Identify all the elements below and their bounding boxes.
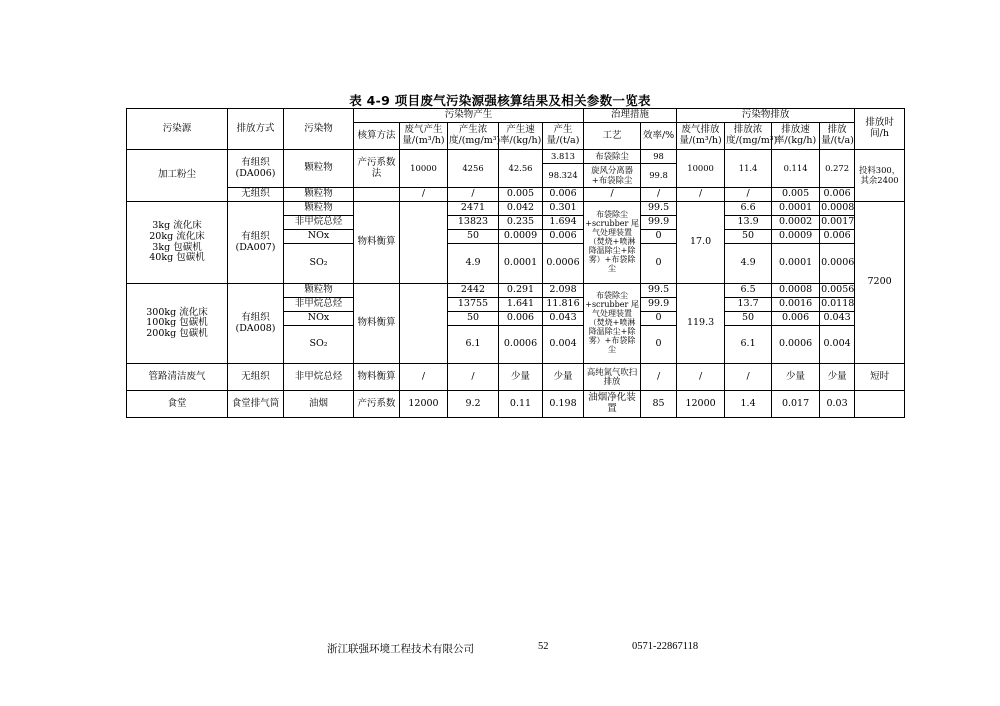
amount-cell: 2.098: [543, 284, 584, 298]
process-cell: 油烟净化装置: [584, 391, 641, 418]
gas-out-cell: /: [677, 188, 725, 202]
source-cell: 食堂: [127, 391, 228, 418]
source-cell: 3kg 流化床 20kg 流化床 3kg 包碳机 40kg 包碳机: [127, 202, 228, 284]
rate-cell: 42.56: [499, 150, 543, 188]
pollutant-cell: 颗粒物: [284, 284, 354, 298]
gas-gen-cell: [400, 202, 448, 284]
out-conc-cell: 6.6: [725, 202, 772, 216]
footer-company: 浙江联强环境工程技术有限公司: [327, 644, 474, 655]
eff-cell: 99.5: [641, 284, 677, 298]
source-cell: 加工粉尘: [127, 150, 228, 202]
method-cell: 产污系数法: [354, 150, 400, 188]
out-amount-cell: 少量: [820, 364, 855, 391]
conc-cell: 13755: [448, 298, 499, 312]
method-cell: 物料衡算: [354, 364, 400, 391]
out-rate-cell: 0.017: [772, 391, 820, 418]
eff-cell: 0: [641, 312, 677, 326]
mode-cell: 有组织(DA007): [228, 202, 284, 284]
out-amount-cell: 0.006: [820, 230, 855, 244]
eff-cell: 99.5: [641, 202, 677, 216]
rate-cell: 0.042: [499, 202, 543, 216]
out-rate-cell: 0.0016: [772, 298, 820, 312]
amount-cell: 1.694: [543, 216, 584, 230]
hours-cell: [855, 391, 905, 418]
out-conc-cell: /: [725, 188, 772, 202]
header-out-amount: 排放量/(t/a): [820, 123, 855, 150]
header-row-1: [127, 109, 905, 123]
mode-cell: 无组织: [228, 188, 284, 202]
footer-phone: 0571-22867118: [632, 641, 699, 652]
header-gen-conc: 产生浓度/(mg/m³): [448, 123, 499, 150]
footer-page-number: 52: [538, 641, 549, 652]
process-cell: 布袋除尘+scrubber 尾气处理装置（焚烧+喷淋降温除尘+除雾）+布袋除尘: [584, 284, 641, 364]
eff-cell: 0: [641, 230, 677, 244]
source-cell: 300kg 流化床 100kg 包碳机 200kg 包碳机: [127, 284, 228, 364]
out-conc-cell: 4.9: [725, 244, 772, 284]
eff-cell: 0: [641, 244, 677, 284]
eff-cell: 99.9: [641, 298, 677, 312]
out-rate-cell: 0.0009: [772, 230, 820, 244]
process-cell: 布袋除尘+scrubber 尾气处理装置（焚烧+喷淋降温除尘+除雾）+布袋除尘: [584, 202, 641, 284]
pollutant-cell: 非甲烷总烃: [284, 364, 354, 391]
hours-cell: 短时: [855, 364, 905, 391]
header-efficiency: 效率/%: [641, 123, 677, 150]
rate-cell: 0.006: [499, 312, 543, 326]
process-cell: 布袋除尘: [584, 150, 641, 164]
out-conc-cell: /: [725, 364, 772, 391]
conc-cell: 2442: [448, 284, 499, 298]
conc-cell: 4.9: [448, 244, 499, 284]
process-cell: 旋风分离器+布袋除尘: [584, 164, 641, 188]
emission-table: [126, 108, 905, 418]
out-amount-cell: 0.03: [820, 391, 855, 418]
amount-cell: 0.004: [543, 326, 584, 364]
table-title: 表 4-9 项目废气污染源强核算结果及相关参数一览表: [349, 93, 651, 108]
conc-cell: 9.2: [448, 391, 499, 418]
table-row: [127, 150, 905, 164]
mode-cell: 有组织(DA006): [228, 150, 284, 188]
mode-cell: 无组织: [228, 364, 284, 391]
out-conc-cell: 50: [725, 312, 772, 326]
pollutant-cell: NOx: [284, 230, 354, 244]
pollutant-cell: 颗粒物: [284, 188, 354, 202]
gas-gen-cell: /: [400, 364, 448, 391]
out-conc-cell: 6.5: [725, 284, 772, 298]
pollutant-cell: NOx: [284, 312, 354, 326]
header-treatment-group: 治理措施: [584, 109, 677, 123]
gas-out-cell: /: [677, 364, 725, 391]
out-conc-cell: 13.7: [725, 298, 772, 312]
hours-cell: 投料300，其余2400: [855, 150, 905, 202]
eff-cell: 98: [641, 150, 677, 164]
header-gas-out: 废气排放量/(m³/h): [677, 123, 725, 150]
out-amount-cell: 0.043: [820, 312, 855, 326]
header-emission-mode: 排放方式: [228, 109, 284, 150]
conc-cell: 13823: [448, 216, 499, 230]
source-cell: 管路清洁废气: [127, 364, 228, 391]
header-gen-rate: 产生速率/(kg/h): [499, 123, 543, 150]
header-hours: 排放时间/h: [855, 109, 905, 150]
out-rate-cell: 少量: [772, 364, 820, 391]
gas-gen-cell: 10000: [400, 150, 448, 188]
out-conc-cell: 1.4: [725, 391, 772, 418]
out-rate-cell: 0.005: [772, 188, 820, 202]
conc-cell: 50: [448, 230, 499, 244]
out-rate-cell: 0.0001: [772, 244, 820, 284]
conc-cell: /: [448, 364, 499, 391]
pollutant-cell: 油烟: [284, 391, 354, 418]
header-process: 工艺: [584, 123, 641, 150]
pollutant-cell: SO₂: [284, 244, 354, 284]
out-conc-cell: 11.4: [725, 150, 772, 188]
gas-out-cell: 12000: [677, 391, 725, 418]
pollutant-cell: 非甲烷总烃: [284, 216, 354, 230]
conc-cell: /: [448, 188, 499, 202]
header-gas-gen: 废气产生量/(m³/h): [400, 123, 448, 150]
header-gen-amount: 产生量/(t/a): [543, 123, 584, 150]
amount-cell: 0.006: [543, 188, 584, 202]
eff-cell: 99.8: [641, 164, 677, 188]
out-amount-cell: 0.0017: [820, 216, 855, 230]
table-row: [127, 364, 905, 391]
amount-cell: 0.0006: [543, 244, 584, 284]
out-amount-cell: 0.006: [820, 188, 855, 202]
header-pollutant: 污染物: [284, 109, 354, 150]
conc-cell: 50: [448, 312, 499, 326]
gas-gen-cell: 12000: [400, 391, 448, 418]
amount-cell: 11.816: [543, 298, 584, 312]
out-rate-cell: 0.0002: [772, 216, 820, 230]
pollutant-cell: 颗粒物: [284, 150, 354, 188]
header-calc-method: 核算方法: [354, 123, 400, 150]
table-row: [127, 284, 905, 298]
out-rate-cell: 0.0006: [772, 326, 820, 364]
process-cell: /: [584, 188, 641, 202]
rate-cell: 0.291: [499, 284, 543, 298]
method-cell: [354, 188, 400, 202]
out-amount-cell: 0.0008: [820, 202, 855, 216]
out-rate-cell: 0.0001: [772, 202, 820, 216]
hours-cell: 7200: [855, 202, 905, 364]
rate-cell: 0.0009: [499, 230, 543, 244]
method-cell: 物料衡算: [354, 284, 400, 364]
rate-cell: 0.11: [499, 391, 543, 418]
eff-cell: 0: [641, 326, 677, 364]
pollutant-cell: 非甲烷总烃: [284, 298, 354, 312]
header-out-conc: 排放浓度/(mg/m³): [725, 123, 772, 150]
out-rate-cell: 0.114: [772, 150, 820, 188]
table-row: [127, 202, 905, 216]
rate-cell: 1.641: [499, 298, 543, 312]
amount-cell: 0.301: [543, 202, 584, 216]
method-cell: 物料衡算: [354, 202, 400, 284]
conc-cell: 4256: [448, 150, 499, 188]
header-out-rate: 排放速率/(kg/h): [772, 123, 820, 150]
gas-gen-cell: [400, 284, 448, 364]
conc-cell: 2471: [448, 202, 499, 216]
amount-cell: 0.043: [543, 312, 584, 326]
header-generation-group: 污染物产生: [354, 109, 584, 123]
gas-gen-cell: /: [400, 188, 448, 202]
rate-cell: 0.235: [499, 216, 543, 230]
gas-out-cell: 17.0: [677, 202, 725, 284]
out-rate-cell: 0.0008: [772, 284, 820, 298]
out-rate-cell: 0.006: [772, 312, 820, 326]
rate-cell: 0.0001: [499, 244, 543, 284]
eff-cell: /: [641, 188, 677, 202]
out-conc-cell: 13.9: [725, 216, 772, 230]
process-cell: 高纯氮气吹扫排放: [584, 364, 641, 391]
pollutant-cell: 颗粒物: [284, 202, 354, 216]
rate-cell: 0.0006: [499, 326, 543, 364]
mode-cell: 食堂排气筒: [228, 391, 284, 418]
method-cell: 产污系数: [354, 391, 400, 418]
out-amount-cell: 0.272: [820, 150, 855, 188]
gas-out-cell: 10000: [677, 150, 725, 188]
eff-cell: 99.9: [641, 216, 677, 230]
conc-cell: 6.1: [448, 326, 499, 364]
mode-cell: 有组织(DA008): [228, 284, 284, 364]
rate-cell: 0.005: [499, 188, 543, 202]
amount-cell: 0.006: [543, 230, 584, 244]
pollutant-cell: SO₂: [284, 326, 354, 364]
out-amount-cell: 0.0118: [820, 298, 855, 312]
out-amount-cell: 0.004: [820, 326, 855, 364]
amount-cell: 少量: [543, 364, 584, 391]
amount-cell: 3.813: [543, 150, 584, 164]
eff-cell: 85: [641, 391, 677, 418]
out-amount-cell: 0.0006: [820, 244, 855, 284]
out-conc-cell: 50: [725, 230, 772, 244]
header-discharge-group: 污染物排放: [677, 109, 855, 123]
header-source: 污染源: [127, 109, 228, 150]
table-row: [127, 188, 905, 202]
rate-cell: 少量: [499, 364, 543, 391]
out-amount-cell: 0.0056: [820, 284, 855, 298]
amount-cell: 98.324: [543, 164, 584, 188]
amount-cell: 0.198: [543, 391, 584, 418]
table-row: [127, 391, 905, 418]
eff-cell: /: [641, 364, 677, 391]
out-conc-cell: 6.1: [725, 326, 772, 364]
gas-out-cell: 119.3: [677, 284, 725, 364]
